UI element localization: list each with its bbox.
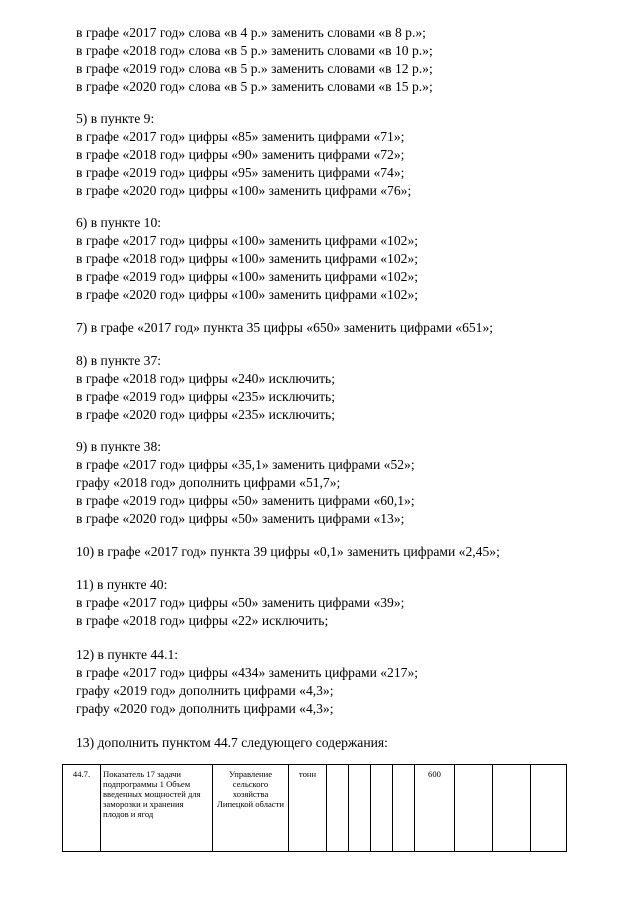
value-cell: 600 xyxy=(415,765,455,852)
text-line: в графе «2020 год» слова «в 5 р.» заменить словами «в 15 р.»; xyxy=(76,79,433,94)
section-heading: 9) в пункте 38: xyxy=(76,439,162,454)
text-line: в графе «2019 год» слова «в 5 р.» заменить словами «в 12 р.»; xyxy=(76,61,433,76)
section-heading: 10) в графе «2017 год» пункта 39 цифры «0,1» заменить цифрами «2,45»; xyxy=(76,544,500,559)
row-number-cell: 44.7. xyxy=(63,765,101,852)
section-heading: 8) в пункте 37: xyxy=(76,353,162,368)
empty-cell xyxy=(455,765,493,852)
table-row xyxy=(63,765,567,852)
indicator-table xyxy=(62,764,567,852)
unit-cell: тонн xyxy=(289,765,327,852)
empty-cell xyxy=(493,765,531,852)
text-line: в графе «2020 год» цифры «100» заменить цифрами «102»; xyxy=(76,287,419,302)
section-heading: 12) в пункте 44.1: xyxy=(76,647,179,662)
empty-cell xyxy=(349,765,371,852)
section-heading: 13) дополнить пунктом 44.7 следующего содержания: xyxy=(76,735,388,750)
responsible-cell: Управление сельского хозяйства Липецкой области xyxy=(213,765,289,852)
section-heading: 5) в пункте 9: xyxy=(76,111,155,126)
text-line: в графе «2017 год» цифры «35,1» заменить цифрами «52»; xyxy=(76,457,415,472)
empty-cell xyxy=(531,765,567,852)
section-heading: 11) в пункте 40: xyxy=(76,577,168,592)
text-line: в графе «2019 год» цифры «100» заменить цифрами «102»; xyxy=(76,269,419,284)
empty-cell xyxy=(393,765,415,852)
text-line: в графе «2020 год» цифры «50» заменить цифрами «13»; xyxy=(76,511,405,526)
text-line: в графе «2017 год» цифры «434» заменить цифрами «217»; xyxy=(76,665,419,680)
section-heading: 7) в графе «2017 год» пункта 35 цифры «650» заменить цифрами «651»; xyxy=(76,320,494,335)
text-line: в графе «2018 год» слова «в 5 р.» заменить словами «в 10 р.»; xyxy=(76,43,433,58)
section-heading: 6) в пункте 10: xyxy=(76,215,162,230)
text-line: в графе «2018 год» цифры «100» заменить цифрами «102»; xyxy=(76,251,419,266)
empty-cell xyxy=(371,765,393,852)
text-line: графу «2018 год» дополнить цифрами «51,7»; xyxy=(76,475,341,490)
text-line: в графе «2020 год» цифры «100» заменить цифрами «76»; xyxy=(76,183,412,198)
empty-cell xyxy=(327,765,349,852)
text-line: в графе «2019 год» цифры «50» заменить цифрами «60,1»; xyxy=(76,493,415,508)
text-line: в графе «2017 год» цифры «85» заменить цифрами «71»; xyxy=(76,129,405,144)
text-line: в графе «2020 год» цифры «235» исключить; xyxy=(76,407,336,422)
text-line: в графе «2018 год» цифры «240» исключить; xyxy=(76,371,336,386)
text-line: в графе «2017 год» цифры «100» заменить цифрами «102»; xyxy=(76,233,419,248)
text-line: в графе «2018 год» цифры «90» заменить цифрами «72»; xyxy=(76,147,405,162)
text-line: в графе «2017 год» слова «в 4 р.» заменить словами «в 8 р.»; xyxy=(76,25,426,40)
text-line: в графе «2018 год» цифры «22» исключить; xyxy=(76,613,329,628)
indicator-name-cell: Показатель 17 задачи подпрограммы 1 Объем введенных мощностей для заморозки и хранения плодов и ягод xyxy=(101,765,213,852)
text-line: графу «2020 год» дополнить цифрами «4,3»; xyxy=(76,701,334,716)
text-line: в графе «2019 год» цифры «95» заменить цифрами «74»; xyxy=(76,165,405,180)
text-line: в графе «2019 год» цифры «235» исключить; xyxy=(76,389,336,404)
text-line: графу «2019 год» дополнить цифрами «4,3»; xyxy=(76,683,334,698)
text-line: в графе «2017 год» цифры «50» заменить цифрами «39»; xyxy=(76,595,405,610)
